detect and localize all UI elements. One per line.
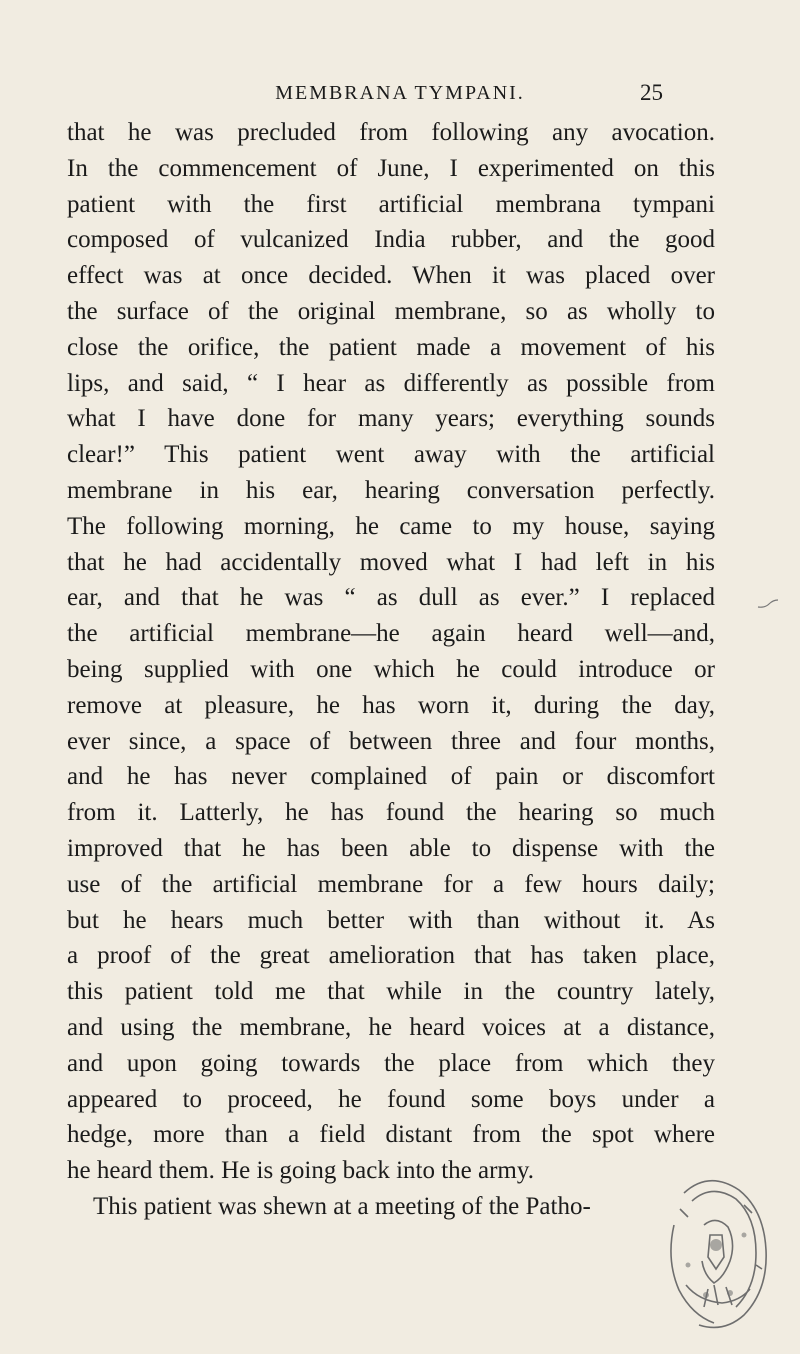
text-line: use of the artificial membrane for a few hours daily; [67, 870, 715, 898]
page-number: 25 [640, 80, 663, 105]
text-line: ear, and that he was “ as dull as ever.” I replaced [67, 584, 715, 612]
text-line: ever since, a space of between three and four months, [67, 727, 715, 755]
text-line: effect was at once decided. When it was placed over [67, 262, 715, 290]
text-line: composed of vulcanized India rubber, and the good [67, 226, 715, 254]
text-line: membrane in his ear, hearing conversation perfectly. [67, 476, 715, 504]
body-text [67, 115, 715, 1225]
running-title: MEMBRANA TYMPANI. [275, 82, 525, 104]
text-line: clear!” This patient went away with the artificial [67, 441, 715, 469]
text-line: and upon going towards the place from which they [67, 1049, 715, 1077]
text-line: improved that he has been able to dispense with the [67, 834, 715, 862]
text-line: hedge, more than a field distant from the spot where [67, 1121, 715, 1149]
text-line: the surface of the original membrane, so as wholly to [67, 297, 715, 325]
text-line: and he has never complained of pain or discomfort [67, 763, 715, 791]
running-head [0, 77, 800, 109]
text-line: being supplied with one which he could introduce or [67, 655, 715, 683]
text-line: the artificial membrane—he again heard well—and, [67, 620, 715, 648]
pencil-mark-icon [757, 598, 779, 610]
text-line: lips, and said, “ I hear as differently as possible from [67, 369, 715, 397]
text-line: close the orifice, the patient made a movement of his [67, 333, 715, 361]
text-line: what I have done for many years; everything sounds [67, 405, 715, 433]
text-line: In the commencement of June, I experimented on this [67, 154, 715, 182]
text-line: and using the membrane, he heard voices at a distance, [67, 1013, 715, 1041]
text-line: that he had accidentally moved what I had left in his [67, 548, 715, 576]
text-line: a proof of the great amelioration that has taken place, [67, 942, 715, 970]
text-line: remove at pleasure, he has worn it, during the day, [67, 691, 715, 719]
text-line: The following morning, he came to my house, saying [67, 512, 715, 540]
text-line: he heard them. He is going back into the army. [67, 1157, 534, 1185]
text-line: this patient told me that while in the country lately, [67, 978, 715, 1006]
text-line: that he was precluded from following any avocation. [67, 119, 715, 146]
text-line: but he hears much better with than without it. As [67, 906, 715, 934]
text-line: appeared to proceed, he found some boys under a [67, 1085, 715, 1113]
library-stamp-icon [644, 1165, 774, 1335]
text-line: This patient was shewn at a meeting of the Patho- [93, 1192, 591, 1220]
text-line: patient with the first artificial membrana tympani [67, 190, 715, 218]
text-line: from it. Latterly, he has found the hearing so much [67, 799, 715, 827]
